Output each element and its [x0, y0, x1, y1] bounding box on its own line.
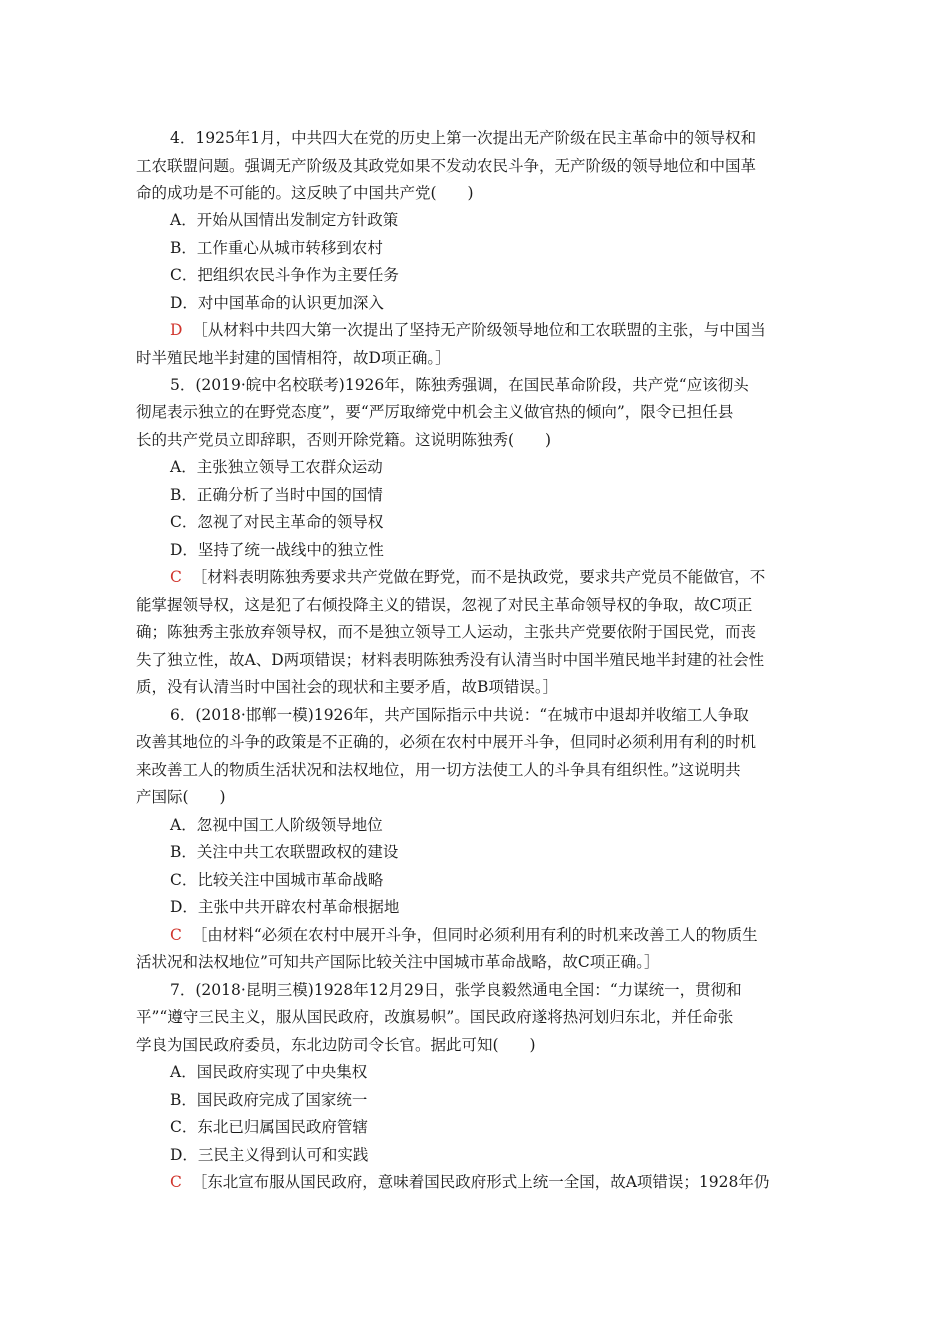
q4-stem-line-2: 工农联盟问题。强调无产阶级及其政党如果不发动农民斗争，无产阶级的领导地位和中国革: [136, 157, 757, 175]
q6-option-b: B．关注中共工农联盟政权的建设: [170, 843, 399, 861]
q6-stem-line-4: 产国际( ): [136, 788, 226, 806]
q4-option-d: D．对中国革命的认识更加深入: [170, 294, 384, 312]
q7-option-a: A．国民政府实现了中央集权: [170, 1063, 368, 1081]
q4-stem-line-3: 命的成功是不可能的。这反映了中国共产党( ): [136, 184, 474, 202]
q5-option-d: D．坚持了统一战线中的独立性: [170, 541, 384, 559]
q7-stem-line-1: 7．(2018·昆明三模)1928年12月29日，张学良毅然通电全国：“力谋统一，贯彻和: [170, 981, 742, 999]
q4-option-b: B．工作重心从城市转移到农村: [170, 239, 383, 257]
q4-option-c: C．把组织农民斗争作为主要任务: [170, 266, 399, 284]
q5-explanation-4: 失了独立性，故A、D两项错误；材料表明陈独秀没有认清当时中国半殖民地半封建的社会性: [136, 651, 765, 669]
q5-option-c: C．忽视了对民主革命的领导权: [170, 513, 384, 531]
q4-explanation-1: ［从材料中共四大第一次提出了坚持无产阶级领导地位和工农联盟的主张，与中国当: [192, 321, 766, 339]
q4-answer-letter: D: [170, 321, 183, 339]
q4-option-a: A．开始从国情出发制定方针政策: [170, 211, 399, 229]
q5-explanation-2: 能掌握领导权，这是犯了右倾投降主义的错误，忽视了对民主革命领导权的争取，故C项正: [136, 596, 753, 614]
q7-stem-line-2: 平”“遵守三民主义，服从国民政府，改旗易帜”。国民政府遂将热河划归东北，并任命张: [136, 1008, 734, 1026]
q5-stem-line-1: 5．(2019·皖中名校联考)1926年，陈独秀强调，在国民革命阶段，共产党“应该彻头: [170, 376, 749, 394]
q7-option-c: C．东北已归属国民政府管辖: [170, 1118, 368, 1136]
q5-option-a: A．主张独立领导工农群众运动: [170, 458, 383, 476]
q5-explanation-1: ［材料表明陈独秀要求共产党做在野党，而不是执政党，要求共产党员不能做官，不: [191, 568, 766, 586]
q6-answer-letter: C: [170, 926, 182, 944]
q4-stem-line-1: 4．1925年1月，中共四大在党的历史上第一次提出无产阶级在民主革命中的领导权和: [170, 129, 757, 147]
q6-option-d: D．主张中共开辟农村革命根据地: [170, 898, 400, 916]
q5-option-b: B．正确分析了当时中国的国情: [170, 486, 383, 504]
q6-explanation-2: 活状况和法权地位”可知共产国际比较关注中国城市革命战略，故C项正确。］: [136, 953, 660, 971]
q5-explanation-5: 质，没有认清当时中国社会的现状和主要矛盾，故B项错误。］: [136, 678, 559, 696]
q6-option-c: C．比较关注中国城市革命战略: [170, 871, 384, 889]
q7-answer-letter: C: [170, 1173, 182, 1191]
q5-stem-line-2: 彻尾表示独立的在野党态度”，要“严厉取缔党中机会主义做官热的倾向”，限令已担任县: [136, 403, 734, 421]
q6-stem-line-3: 来改善工人的物质生活状况和法权地位，用一切方法使工人的斗争具有组织性。”这说明共: [136, 761, 741, 779]
q6-explanation-1: ［由材料“必须在农村中展开斗争，但同时必须利用有利的时机来改善工人的物质生: [191, 926, 758, 944]
q5-stem-line-3: 长的共产党员立即辞职，否则开除党籍。这说明陈独秀( ): [136, 431, 552, 449]
q6-option-a: A．忽视中国工人阶级领导地位: [170, 816, 383, 834]
q5-answer-line: [170, 567, 860, 589]
q7-option-b: B．国民政府完成了国家统一: [170, 1091, 368, 1109]
q5-answer-letter: C: [170, 568, 182, 586]
q6-answer-line: [170, 925, 860, 947]
q4-explanation-2: 时半殖民地半封建的国情相符，故D项正确。］: [136, 349, 451, 367]
q6-stem-line-2: 改善其地位的斗争的政策是不正确的，必须在农村中展开斗争，但同时必须利用有利的时机: [136, 733, 757, 751]
q6-stem-line-1: 6．(2018·邯郸一模)1926年，共产国际指示中共说：“在城市中退却并收缩工人争取: [170, 706, 749, 724]
q7-stem-line-3: 学良为国民政府委员，东北边防司令长官。据此可知( ): [136, 1036, 536, 1054]
q7-explanation-1: ［东北宣布服从国民政府，意味着国民政府形式上统一全国，故A项错误；1928年仍: [191, 1173, 770, 1191]
q7-option-d: D．三民主义得到认可和实践: [170, 1146, 369, 1164]
q5-explanation-3: 确；陈独秀主张放弃领导权，而不是独立领导工人运动，主张共产党要依附于国民党，而丧: [136, 623, 757, 641]
q7-answer-line: [170, 1172, 860, 1194]
q4-answer-line: [170, 320, 860, 342]
